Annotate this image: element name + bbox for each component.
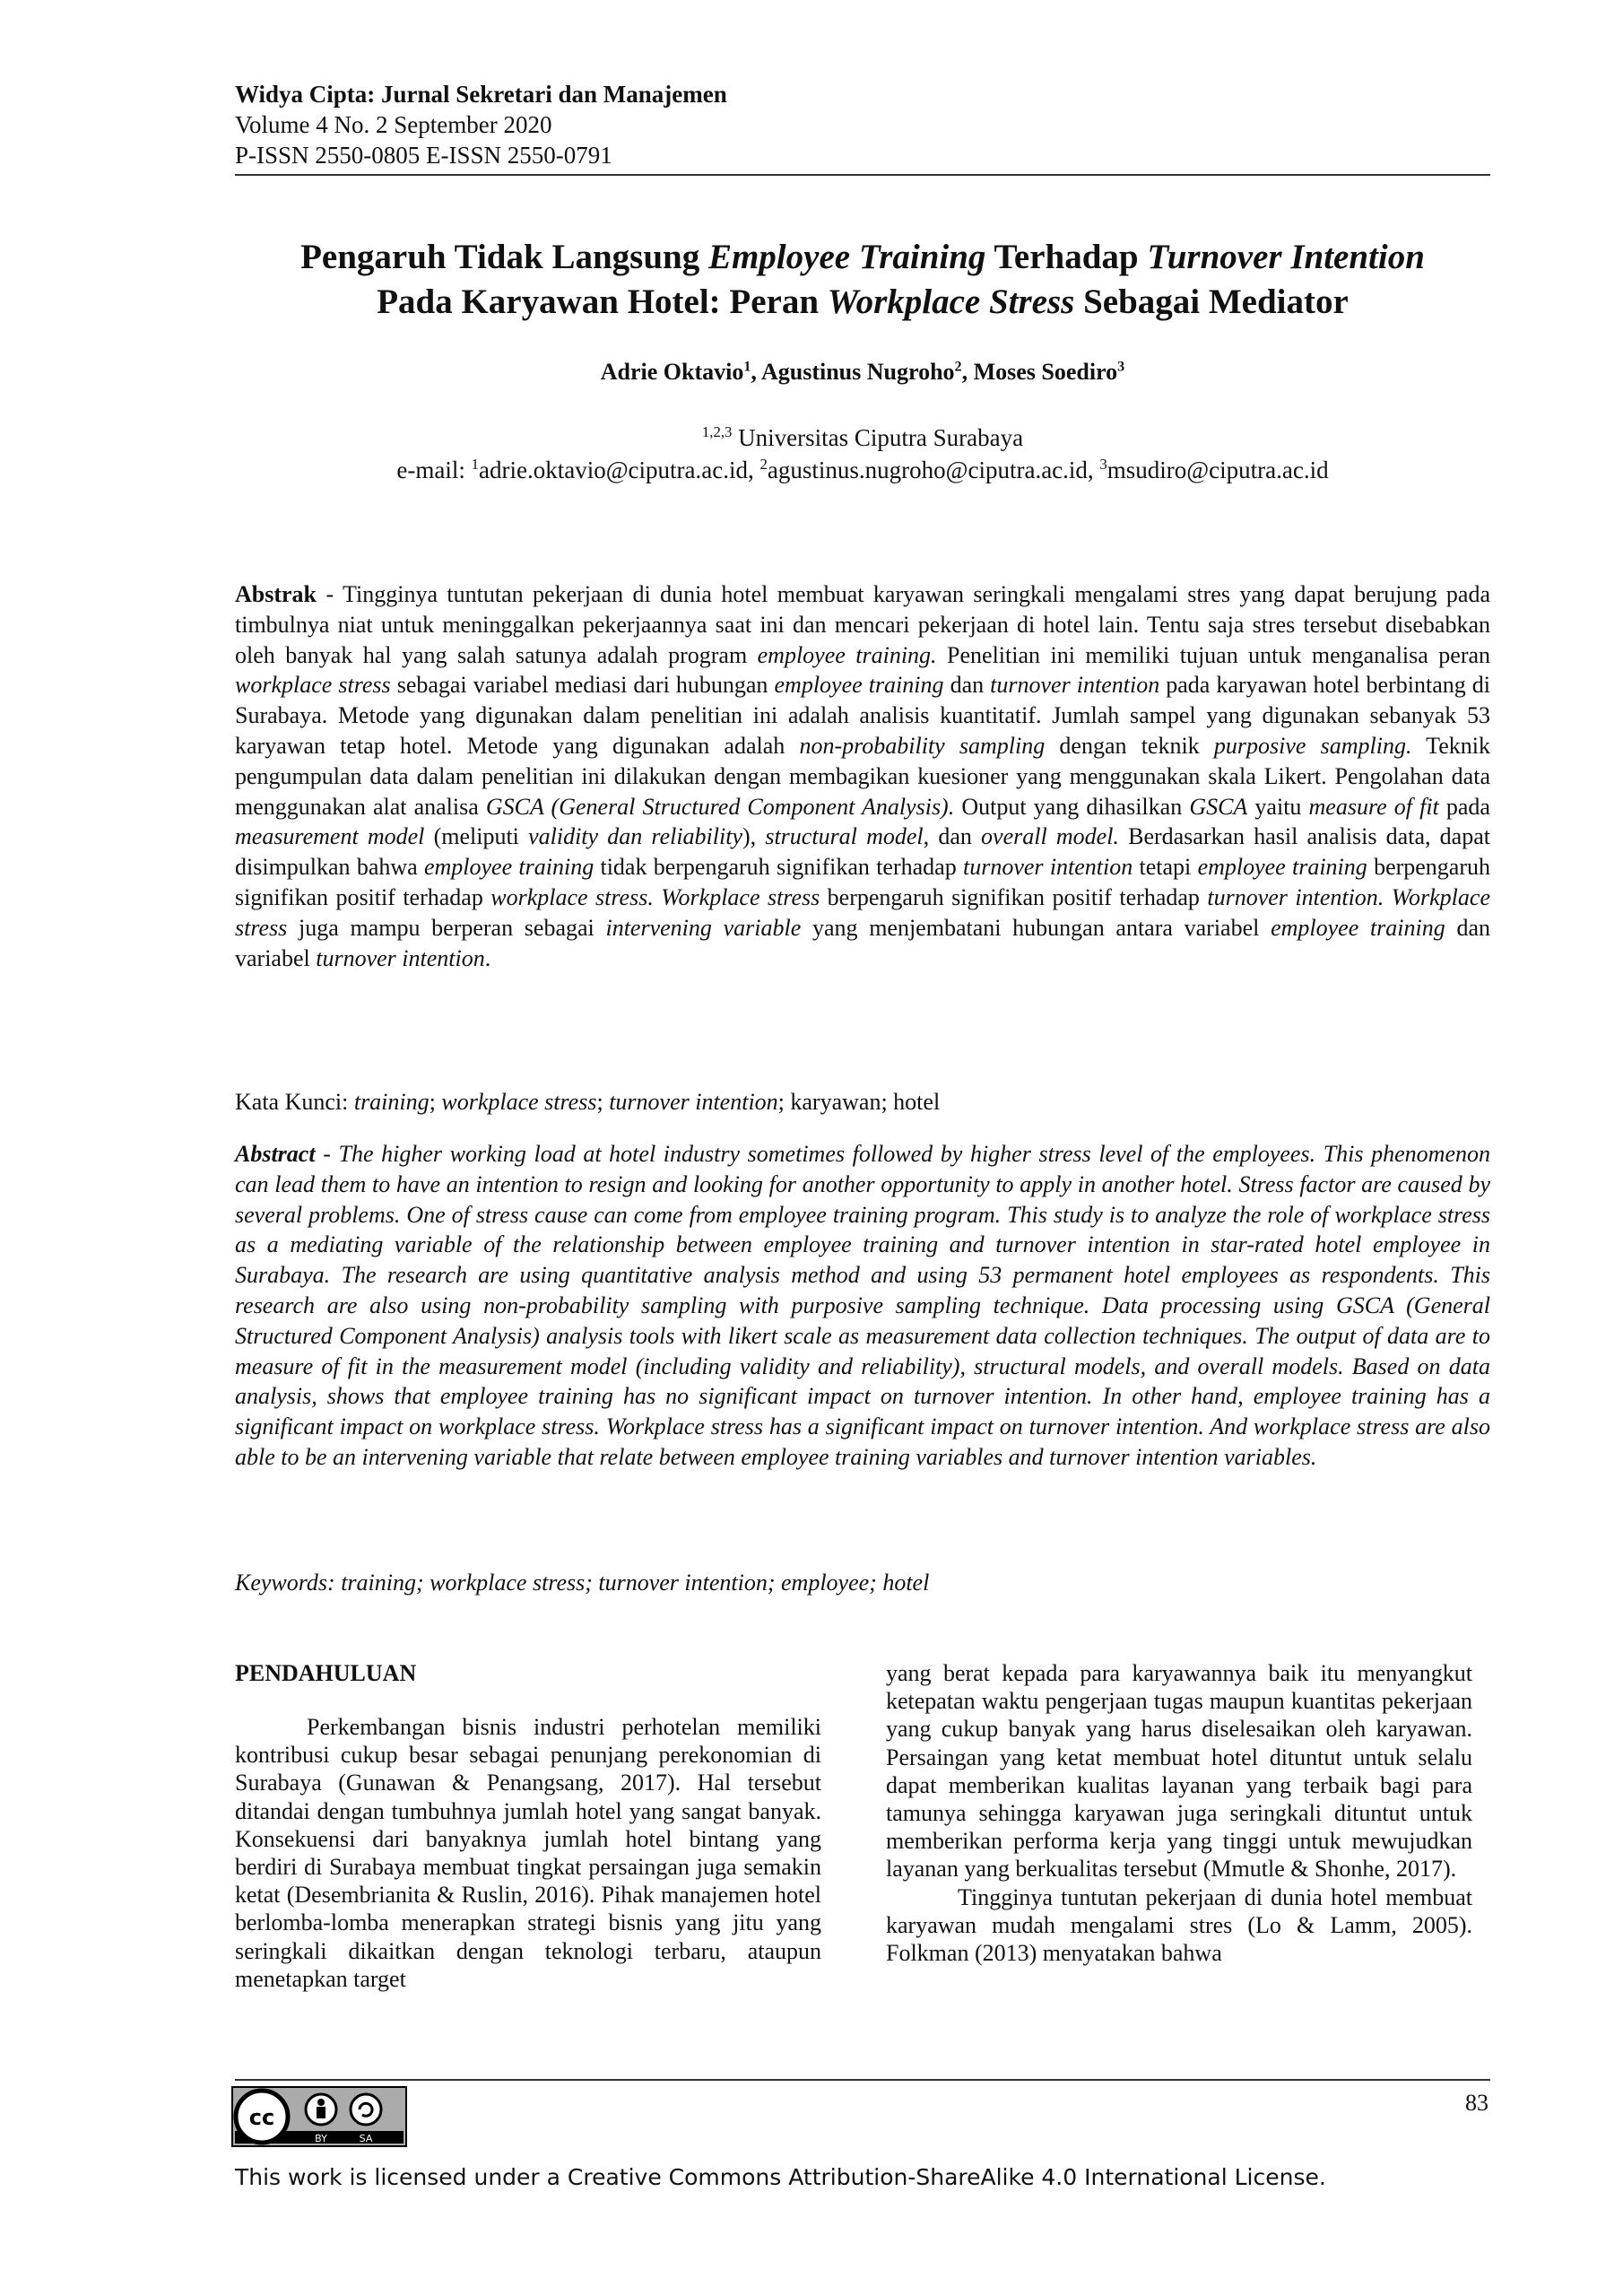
- abstrak-italic: GSCA: [1189, 793, 1248, 820]
- header-divider: [235, 174, 1490, 176]
- journal-volume: Volume 4 No. 2 September 2020: [235, 111, 552, 138]
- email-prefix: e-mail:: [396, 457, 472, 483]
- body-column-left: [235, 1659, 821, 1993]
- abstrak-text: Teknik pengumpulan data dalam penelitian ini dilakukan dengan membagikan kuesioner yang menggunakan skala Likert. Pengolahan data menggunakan alat analisa: [235, 732, 1490, 820]
- journal-name: Widya Cipta: Jurnal Sekretari dan Manajemen: [235, 81, 727, 108]
- title-part: Sebagai Mediator: [1074, 283, 1349, 321]
- abstrak-italic: employee training: [423, 854, 595, 881]
- body-column-right: [886, 1659, 1472, 1967]
- title-part: Workplace Stress: [827, 283, 1075, 321]
- abstrak-italic: employee training: [774, 672, 944, 699]
- page-number: 83: [1465, 2090, 1488, 2116]
- abstrak-italic: turnover intention: [316, 944, 485, 971]
- title-part: Employee Training: [707, 238, 986, 276]
- paper-title: [235, 235, 1490, 325]
- abstrak-text: dan: [943, 672, 991, 699]
- abstrak-text: pada: [1438, 793, 1490, 820]
- keywords-en: Keywords: training; workplace stress; turnover intention; employee; hotel: [235, 1570, 930, 1596]
- kata-kunci-term: turnover intention: [609, 1089, 778, 1115]
- abstrak-italic: overall model.: [981, 823, 1119, 850]
- affiliation-superscript: 1,2,3: [701, 423, 733, 440]
- cc-license-badge[interactable]: [231, 2086, 407, 2147]
- abstrak-italic: structural model: [765, 823, 924, 850]
- abstract-text: - The higher working load at hotel industry sometimes followed by higher stress level of the employees. This phenomenon can lead them to have an intention to resign and looking for another opportunity to apply in another hotel. Stress factor are caused by several problems. One of stress cause can come from employee training program. This study is to analyze the role of workplace stress as a mediating variable of the relationship between employee training and turnover intention in star-rated hotel employee in Surabaya. The research are using quantitative analysis method and using 53 permanent hotel employees as respondents. This research are also using non-probability sampling with purposive sampling technique. Data processing using GSCA (General Structured Component Analysis) analysis tools with likert scale as measurement data collection techniques. The output of data are to measure of fit in the measurement model (including validity and reliability), structural models, and overall models. Based on data analysis, shows that employee training has no significant impact on turnover intention. In other hand, employee training has a significant impact on workplace stress. Workplace stress has a significant impact on turnover intention. And workplace stress are also able to be an intervening variable that relate between employee training variables and turnover intention variables.: [235, 1141, 1490, 1470]
- affiliation-name: Universitas Ciputra Surabaya: [732, 424, 1024, 451]
- abstrak-italic: validity dan reliability: [528, 823, 742, 850]
- abstrak-text: - Tingginya tuntutan pekerjaan di dunia hotel membuat karyawan seringkali mengalami stres yang dapat berujung pada timbulnya niat untuk meninggalkan pekerjaannya saat ini dan mencari pekerjaan di hotel lain. Tentu saja stres tersebut disebabkan oleh banyak hal yang salah satunya adalah program: [235, 581, 1490, 668]
- author-superscript: 2: [954, 359, 962, 375]
- author-name: Adrie Oktavio: [600, 359, 744, 385]
- abstrak-italic: intervening variable: [605, 914, 802, 941]
- abstrak-text: ),: [742, 823, 766, 850]
- abstrak-text: sebagai variabel mediasi dari hubungan: [390, 672, 775, 699]
- abstrak-text: pada karyawan hotel berbintang di Surabaya. Metode yang digunakan dalam penelitian ini adalah analisis kuantitatif. Jumlah sampel yang digunakan sebanyak 53 karyawan tetap hotel. Metode yang digunakan adalah: [235, 672, 1491, 759]
- abstrak-text: (meliputi: [424, 823, 529, 850]
- abstrak-text: Output yang dihasilkan: [954, 793, 1190, 820]
- abstrak-italic: measure of fit: [1308, 793, 1439, 820]
- kata-kunci-rest: ; karyawan; hotel: [777, 1089, 941, 1115]
- abstrak-italic: turnover intention: [963, 854, 1133, 881]
- title-part: Pada Karyawan Hotel: Peran: [377, 283, 828, 321]
- kata-kunci-sep: ;: [429, 1089, 442, 1115]
- abstrak-text: , dan: [923, 823, 982, 850]
- cc-sa-label: SA: [359, 2133, 373, 2144]
- abstrak-text: tetapi: [1133, 854, 1198, 881]
- email-superscript: 3: [1099, 456, 1107, 473]
- email-superscript: 1: [471, 456, 479, 473]
- abstrak-italic: workplace stress. Workplace stress: [490, 883, 820, 910]
- abstrak-italic: employee training.: [757, 641, 937, 668]
- abstrak-italic: purposive sampling.: [1213, 732, 1412, 759]
- abstrak-italic: turnover intention: [990, 672, 1160, 699]
- abstrak-italic: employee training: [1197, 854, 1367, 881]
- abstrak-italic: turnover intention. Workplace stress: [235, 883, 1490, 941]
- abstrak-text: dan variabel: [235, 914, 1490, 971]
- email-address: adrie.oktavio@ciputra.ac.id,: [479, 457, 760, 483]
- email-address: msudiro@ciputra.ac.id: [1107, 457, 1329, 483]
- author-superscript: 1: [743, 359, 751, 375]
- kata-kunci-term: training: [353, 1089, 430, 1115]
- abstrak-text: juga mampu berperan sebagai: [287, 914, 606, 941]
- by-person-body: [317, 2107, 325, 2118]
- abstrak-text: Berdasarkan hasil analisis data, dapat disimpulkan bahwa: [235, 823, 1490, 881]
- abstrak-italic: workplace stress: [235, 672, 391, 699]
- title-part: Turnover Intention: [1147, 238, 1425, 276]
- cc-icon-letters: cc: [248, 2105, 275, 2130]
- kata-kunci: [235, 1087, 1490, 1118]
- abstrak-label: Abstrak: [235, 581, 317, 607]
- journal-header: [235, 79, 1490, 170]
- email-superscript: 2: [759, 456, 768, 473]
- kata-kunci-term: workplace stress: [441, 1089, 597, 1115]
- affiliation: [235, 422, 1490, 454]
- abstrak-italic: GSCA (General Structured Component Analysis).: [485, 793, 955, 820]
- license-text: This work is licensed under a Creative Commons Attribution-ShareAlike 4.0 International License.: [235, 2164, 1326, 2190]
- abstract-en: [235, 1139, 1490, 1473]
- abstrak-id: [235, 579, 1490, 973]
- abstrak-text: .: [484, 944, 491, 971]
- sa-icon: [351, 2094, 381, 2125]
- author-list: [235, 357, 1490, 387]
- abstrak-italic: non-probability sampling: [799, 732, 1046, 759]
- cc-by-label: BY: [315, 2133, 327, 2144]
- kata-kunci-label: Kata Kunci:: [235, 1089, 354, 1115]
- abstrak-text: dengan teknik: [1045, 732, 1214, 759]
- author-superscript: 3: [1117, 359, 1125, 375]
- abstrak-text: yaitu: [1247, 793, 1309, 820]
- abstrak-italic: measurement model: [235, 823, 425, 850]
- title-part: Terhadap: [985, 238, 1148, 276]
- abstrak-text: Penelitian ini memiliki tujuan untuk menganalisa peran: [936, 641, 1491, 668]
- by-person-head: [317, 2099, 325, 2106]
- abstrak-text: tidak berpengaruh signifikan terhadap: [594, 854, 963, 881]
- author-name: , Moses Soediro: [961, 359, 1118, 385]
- abstrak-text: berpengaruh signifikan positif terhadap: [820, 883, 1208, 910]
- kata-kunci-sep: ;: [596, 1089, 610, 1115]
- title-part: Pengaruh Tidak Langsung: [300, 238, 708, 276]
- body-paragraph: Perkembangan bisnis industri perhotelan memiliki kontribusi cukup besar sebagai penunjang perekonomian di Surabaya (Gunawan & Penangsang, 2017). Hal tersebut ditandai dengan tumbuhnya jumlah hotel yang sangat banyak. Konsekuensi dari banyaknya jumlah hotel bintang yang berdiri di Surabaya membuat tingkat persaingan juga semakin ketat (Desembrianita & Ruslin, 2016). Pihak manajemen hotel berlomba-lomba menerapkan strategi bisnis yang jitu yang seringkali dikaitkan dengan teknologi terbaru, ataupun menetapkan target: [235, 1714, 821, 1992]
- email-address: agustinus.nugroho@ciputra.ac.id,: [767, 457, 1100, 483]
- author-name: , Agustinus Nugroho: [751, 359, 955, 385]
- body-paragraph: Tingginya tuntutan pekerjaan di dunia hotel membuat karyawan mudah mengalami stres (Lo & Lamm, 2005). Folkman (2013) menyatakan bahwa: [886, 1883, 1472, 1967]
- abstrak-text: berpengaruh signifikan positif terhadap: [235, 854, 1491, 910]
- abstrak-text: yang menjembatani hubungan antara variabel: [801, 914, 1271, 941]
- abstract-label: Abstract: [235, 1141, 316, 1167]
- section-heading: PENDAHULUAN: [235, 1660, 417, 1686]
- footer-divider: [235, 2079, 1490, 2081]
- email-line: [235, 454, 1490, 486]
- abstrak-italic: employee training: [1271, 914, 1445, 941]
- journal-issn: P-ISSN 2550-0805 E-ISSN 2550-0791: [235, 142, 612, 169]
- body-paragraph: yang berat kepada para karyawannya baik itu menyangkut ketepatan waktu pengerjaan tugas maupun kuantitas pekerjaan yang cukup banyak yang harus diselesaikan oleh karyawan. Persaingan yang ketat membuat hotel dituntut untuk selalu dapat memberikan kualitas layanan yang terbaik bagi para tamunya sehingga karyawan juga seringkali dituntut untuk memberikan performa kerja yang tinggi untuk mewujudkan layanan yang berkualitas tersebut (Mmutle & Shonhe, 2017).: [886, 1660, 1472, 1883]
